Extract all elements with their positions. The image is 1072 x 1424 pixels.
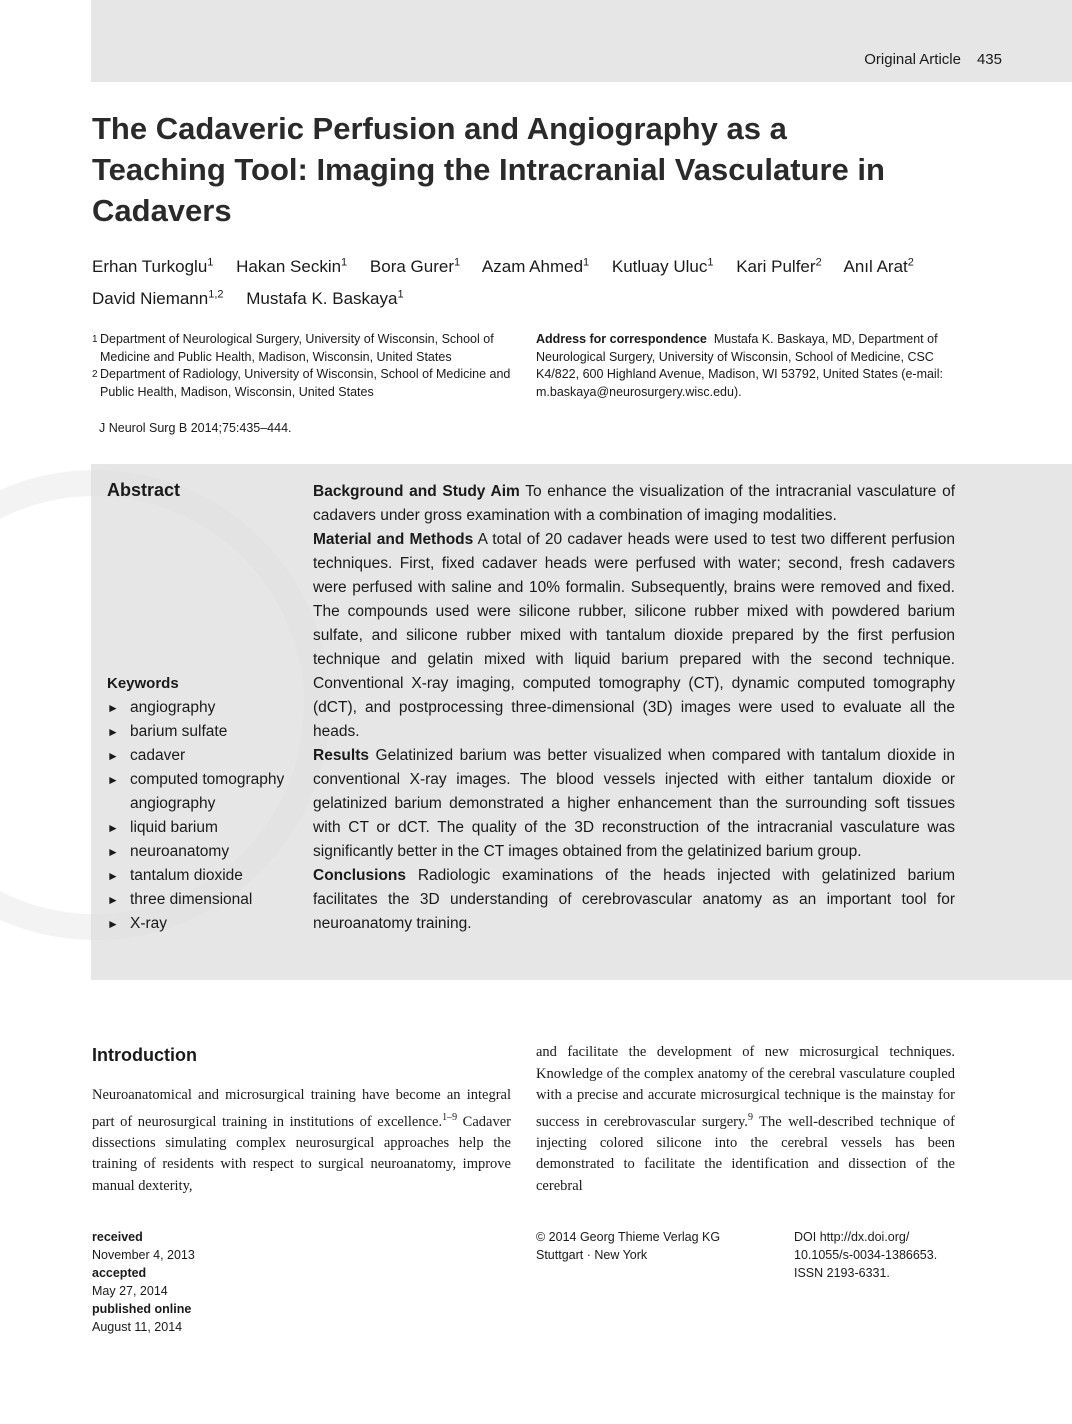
arrow-icon: ►	[107, 845, 119, 859]
keyword-item[interactable]: ► neuroanatomy	[107, 840, 297, 864]
doi-link[interactable]: DOI http://dx.doi.org/	[794, 1230, 910, 1244]
author[interactable]: Hakan Seckin$^1$	[236, 256, 348, 276]
arrow-icon: ►	[107, 749, 119, 763]
page-number: 435	[976, 51, 1002, 68]
abstract-section: Background and Study Aim To enhance the visualization of the intracranial vasculature of cadavers under gross examination with a combination of imaging modalities.	[313, 483, 955, 524]
abstract-section: Results Gelatinized barium was better visualized when compared with tantalum dioxide in conventional X-ray images. The blood vessels injected with either tantalum dioxide or gelatinized barium demonstrated a higher enhancement than the surrounding soft tissues with CT or dCT. The quality of the 3D reconstruction of the intracranial vasculature was significantly better in the CT images obtained from the gelatinized barium group.	[313, 747, 955, 860]
citation: J Neurol Surg B 2014;75:435–444.	[99, 421, 292, 435]
introduction-heading: Introduction	[92, 1045, 197, 1065]
publication-dates: received November 4, 2013 accepted May 27, 2014 published online August 11, 2014	[92, 1230, 195, 1334]
running-header	[864, 51, 1002, 68]
author[interactable]: Erhan Turkoglu$^1$	[92, 256, 214, 276]
author[interactable]: Azam Ahmed$^1$	[481, 256, 590, 276]
author[interactable]: Bora Gurer$^1$	[369, 256, 461, 276]
author[interactable]: Anıl Arat$^2$	[843, 256, 914, 276]
arrow-icon: ►	[107, 725, 119, 739]
reference-link[interactable]: 1–9	[442, 1111, 458, 1123]
author-list	[92, 248, 972, 313]
body-column-left: Neuroanatomical and microsurgical training have become an integral part of neurosurgical training in institutions of excellence.$^{1-9}$ Cadaver dissections simulating complex neurosurgical approaches help the training of residents with respect to surgical neuroanatomy, improve manual dexterity,	[92, 1087, 511, 1194]
affiliation: 1 Department of Neurological Surgery, University of Wisconsin, School of Medicine and Public Health, Madison, Wisconsin, United States	[92, 332, 494, 364]
abstract-section: Material and Methods A total of 20 cadaver heads were used to test two different perfusion techniques. First, fixed cadaver heads were perfused with water; second, fresh cadavers were perfused with saline and 10% formalin. Subsequently, brains were removed and fixed. The compounds used were silicone rubber, silicone rubber mixed with powdered barium sulfate, and silicone rubber mixed with tantalum dioxide prepared by the first perfusion technique and gelatin mixed with liquid barium prepared with the second technique. Conventional X-ray imaging, computed tomography (CT), dynamic computed tomography (dCT), and postprocessing three-dimensional (3D) images were used to evaluate all the heads.	[313, 531, 955, 740]
reference-link[interactable]: 9	[747, 1111, 753, 1123]
keyword-item[interactable]: ► liquid barium	[107, 816, 297, 840]
correspondence-text: Mustafa K. Baskaya, MD, Department of Neurological Surgery, University of Wisconsin, School of Medicine, CSC K4/822, 600 Highland Avenue, Madison, WI 53792, United States (e-mail: m.baskaya@neurosurgery.wisc.edu).	[536, 332, 943, 399]
affiliations	[92, 331, 517, 401]
header-band	[91, 0, 1072, 82]
arrow-icon: ►	[107, 773, 119, 787]
keyword-item[interactable]: ► cadaver	[107, 744, 297, 768]
doi-info: DOI http://dx.doi.org/ 10.1055/s-0034-1386653. ISSN 2193-6331.	[794, 1230, 938, 1280]
copyright: © 2014 Georg Thieme Verlag KG Stuttgart · New York	[536, 1230, 721, 1262]
correspondence-label: Address for correspondence	[536, 332, 707, 346]
correspondence	[536, 331, 961, 401]
abstract-section: Conclusions Radiologic examinations of the heads injected with gelatinized barium facilitates the 3D understanding of cerebrovascular anatomy as an important tool for neuroanatomy training.	[313, 867, 955, 932]
author[interactable]: Kutluay Uluc$^1$	[611, 256, 714, 276]
arrow-icon: ►	[107, 701, 119, 715]
keyword-list	[107, 696, 297, 936]
arrow-icon: ►	[107, 869, 119, 883]
keywords-heading: Keywords	[107, 675, 179, 692]
author[interactable]: David Niemann$^{1,2}$	[92, 288, 224, 309]
abstract-heading: Abstract	[107, 480, 181, 500]
arrow-icon: ►	[107, 893, 119, 907]
arrow-icon: ►	[107, 821, 119, 835]
keyword-item[interactable]: ► three dimensional	[107, 888, 297, 912]
article-title: The Cadaveric Perfusion and Angiography as a Teaching Tool: Imaging the Intracranial Vasculature in Cadavers	[92, 111, 885, 228]
keyword-item[interactable]: ► tantalum dioxide	[107, 864, 297, 888]
keyword-item[interactable]: ► barium sulfate	[107, 720, 297, 744]
keyword-item[interactable]: ► computed tomography angiography	[107, 768, 297, 816]
keyword-item[interactable]: ► angiography	[107, 696, 297, 720]
arrow-icon: ►	[107, 917, 119, 931]
keyword-item[interactable]: ► X-ray	[107, 912, 297, 936]
author[interactable]: Kari Pulfer$^2$	[736, 256, 822, 276]
author[interactable]: Mustafa K. Baskaya$^1$	[246, 288, 404, 309]
affiliation: 2 Department of Radiology, University of Wisconsin, School of Medicine and Public Health, Madison, Wisconsin, United States	[92, 367, 511, 399]
section-label: Original Article	[864, 51, 961, 68]
body-column-right: and facilitate the development of new microsurgical techniques. Knowledge of the complex anatomy of the cerebral vasculature coupled with a precise and accurate microsurgical technique is the mainstay for success in cerebrovascular surgery.$^9$ The well-described technique of injecting colored silicone into the cerebral vessels has been demonstrated to facilitate the identification and dissection of the cerebral	[536, 1044, 955, 1194]
abstract-body	[313, 480, 955, 936]
